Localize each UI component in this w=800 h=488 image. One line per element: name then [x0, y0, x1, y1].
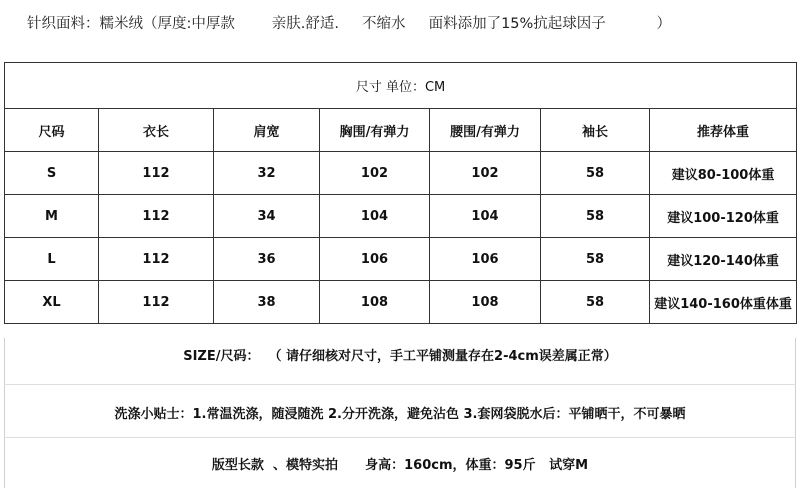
unit-header: 尺寸 单位：CM [5, 63, 797, 109]
cell-waist: 102 [430, 152, 541, 195]
cell-sleeve: 58 [541, 195, 650, 238]
column-header-waist: 腰围/有弹力 [430, 109, 541, 152]
column-header-chest: 胸围/有弹力 [320, 109, 430, 152]
table-row [5, 238, 797, 281]
column-header-shoulder: 肩宽 [214, 109, 320, 152]
size-table [4, 62, 797, 324]
table-row [5, 281, 797, 324]
column-header-length: 衣长 [99, 109, 214, 152]
table-header-row [5, 109, 797, 152]
size-measurement-note: SIZE/尺码： （ 请仔细核对尺寸，手工平铺测量存在2-4cm误差属正常） [183, 349, 617, 364]
table-row [5, 152, 797, 195]
cell-weight: 建议80-100体重 [650, 152, 797, 195]
divider [4, 437, 796, 438]
cell-length: 112 [99, 238, 214, 281]
cell-weight: 建议140-160体重体重 [650, 281, 797, 324]
cell-waist: 104 [430, 195, 541, 238]
column-header-sleeve: 袖长 [541, 109, 650, 152]
cell-length: 112 [99, 281, 214, 324]
cell-weight: 建议100-120体重 [650, 195, 797, 238]
cell-shoulder: 38 [214, 281, 320, 324]
fabric-info: 针织面料：糯米绒（厚度:中厚款 亲肤.舒适. 不缩水 面料添加了15%抗起球因子 ） [27, 16, 671, 32]
model-info: 版型长款 、模特实拍 身高：160cm，体重：95斤 试穿M [211, 458, 589, 473]
cell-size: S [5, 152, 99, 195]
cell-shoulder: 32 [214, 152, 320, 195]
cell-size: XL [5, 281, 99, 324]
cell-sleeve: 58 [541, 152, 650, 195]
cell-size: L [5, 238, 99, 281]
cell-waist: 108 [430, 281, 541, 324]
cell-sleeve: 58 [541, 281, 650, 324]
column-header-size: 尺码 [5, 109, 99, 152]
cell-length: 112 [99, 195, 214, 238]
cell-sleeve: 58 [541, 238, 650, 281]
cell-chest: 104 [320, 195, 430, 238]
cell-size: M [5, 195, 99, 238]
column-header-weight: 推荐体重 [650, 109, 797, 152]
cell-waist: 106 [430, 238, 541, 281]
cell-chest: 102 [320, 152, 430, 195]
cell-chest: 108 [320, 281, 430, 324]
cell-chest: 106 [320, 238, 430, 281]
table-row [5, 195, 797, 238]
cell-weight: 建议120-140体重 [650, 238, 797, 281]
cell-shoulder: 36 [214, 238, 320, 281]
cell-shoulder: 34 [214, 195, 320, 238]
washing-tips: 洗涤小贴士：1.常温洗涤，随浸随洗 2.分开洗涤，避免沾色 3.套网袋脱水后：平铺晒干，不可暴晒 [114, 407, 686, 422]
cell-length: 112 [99, 152, 214, 195]
divider [4, 384, 796, 385]
